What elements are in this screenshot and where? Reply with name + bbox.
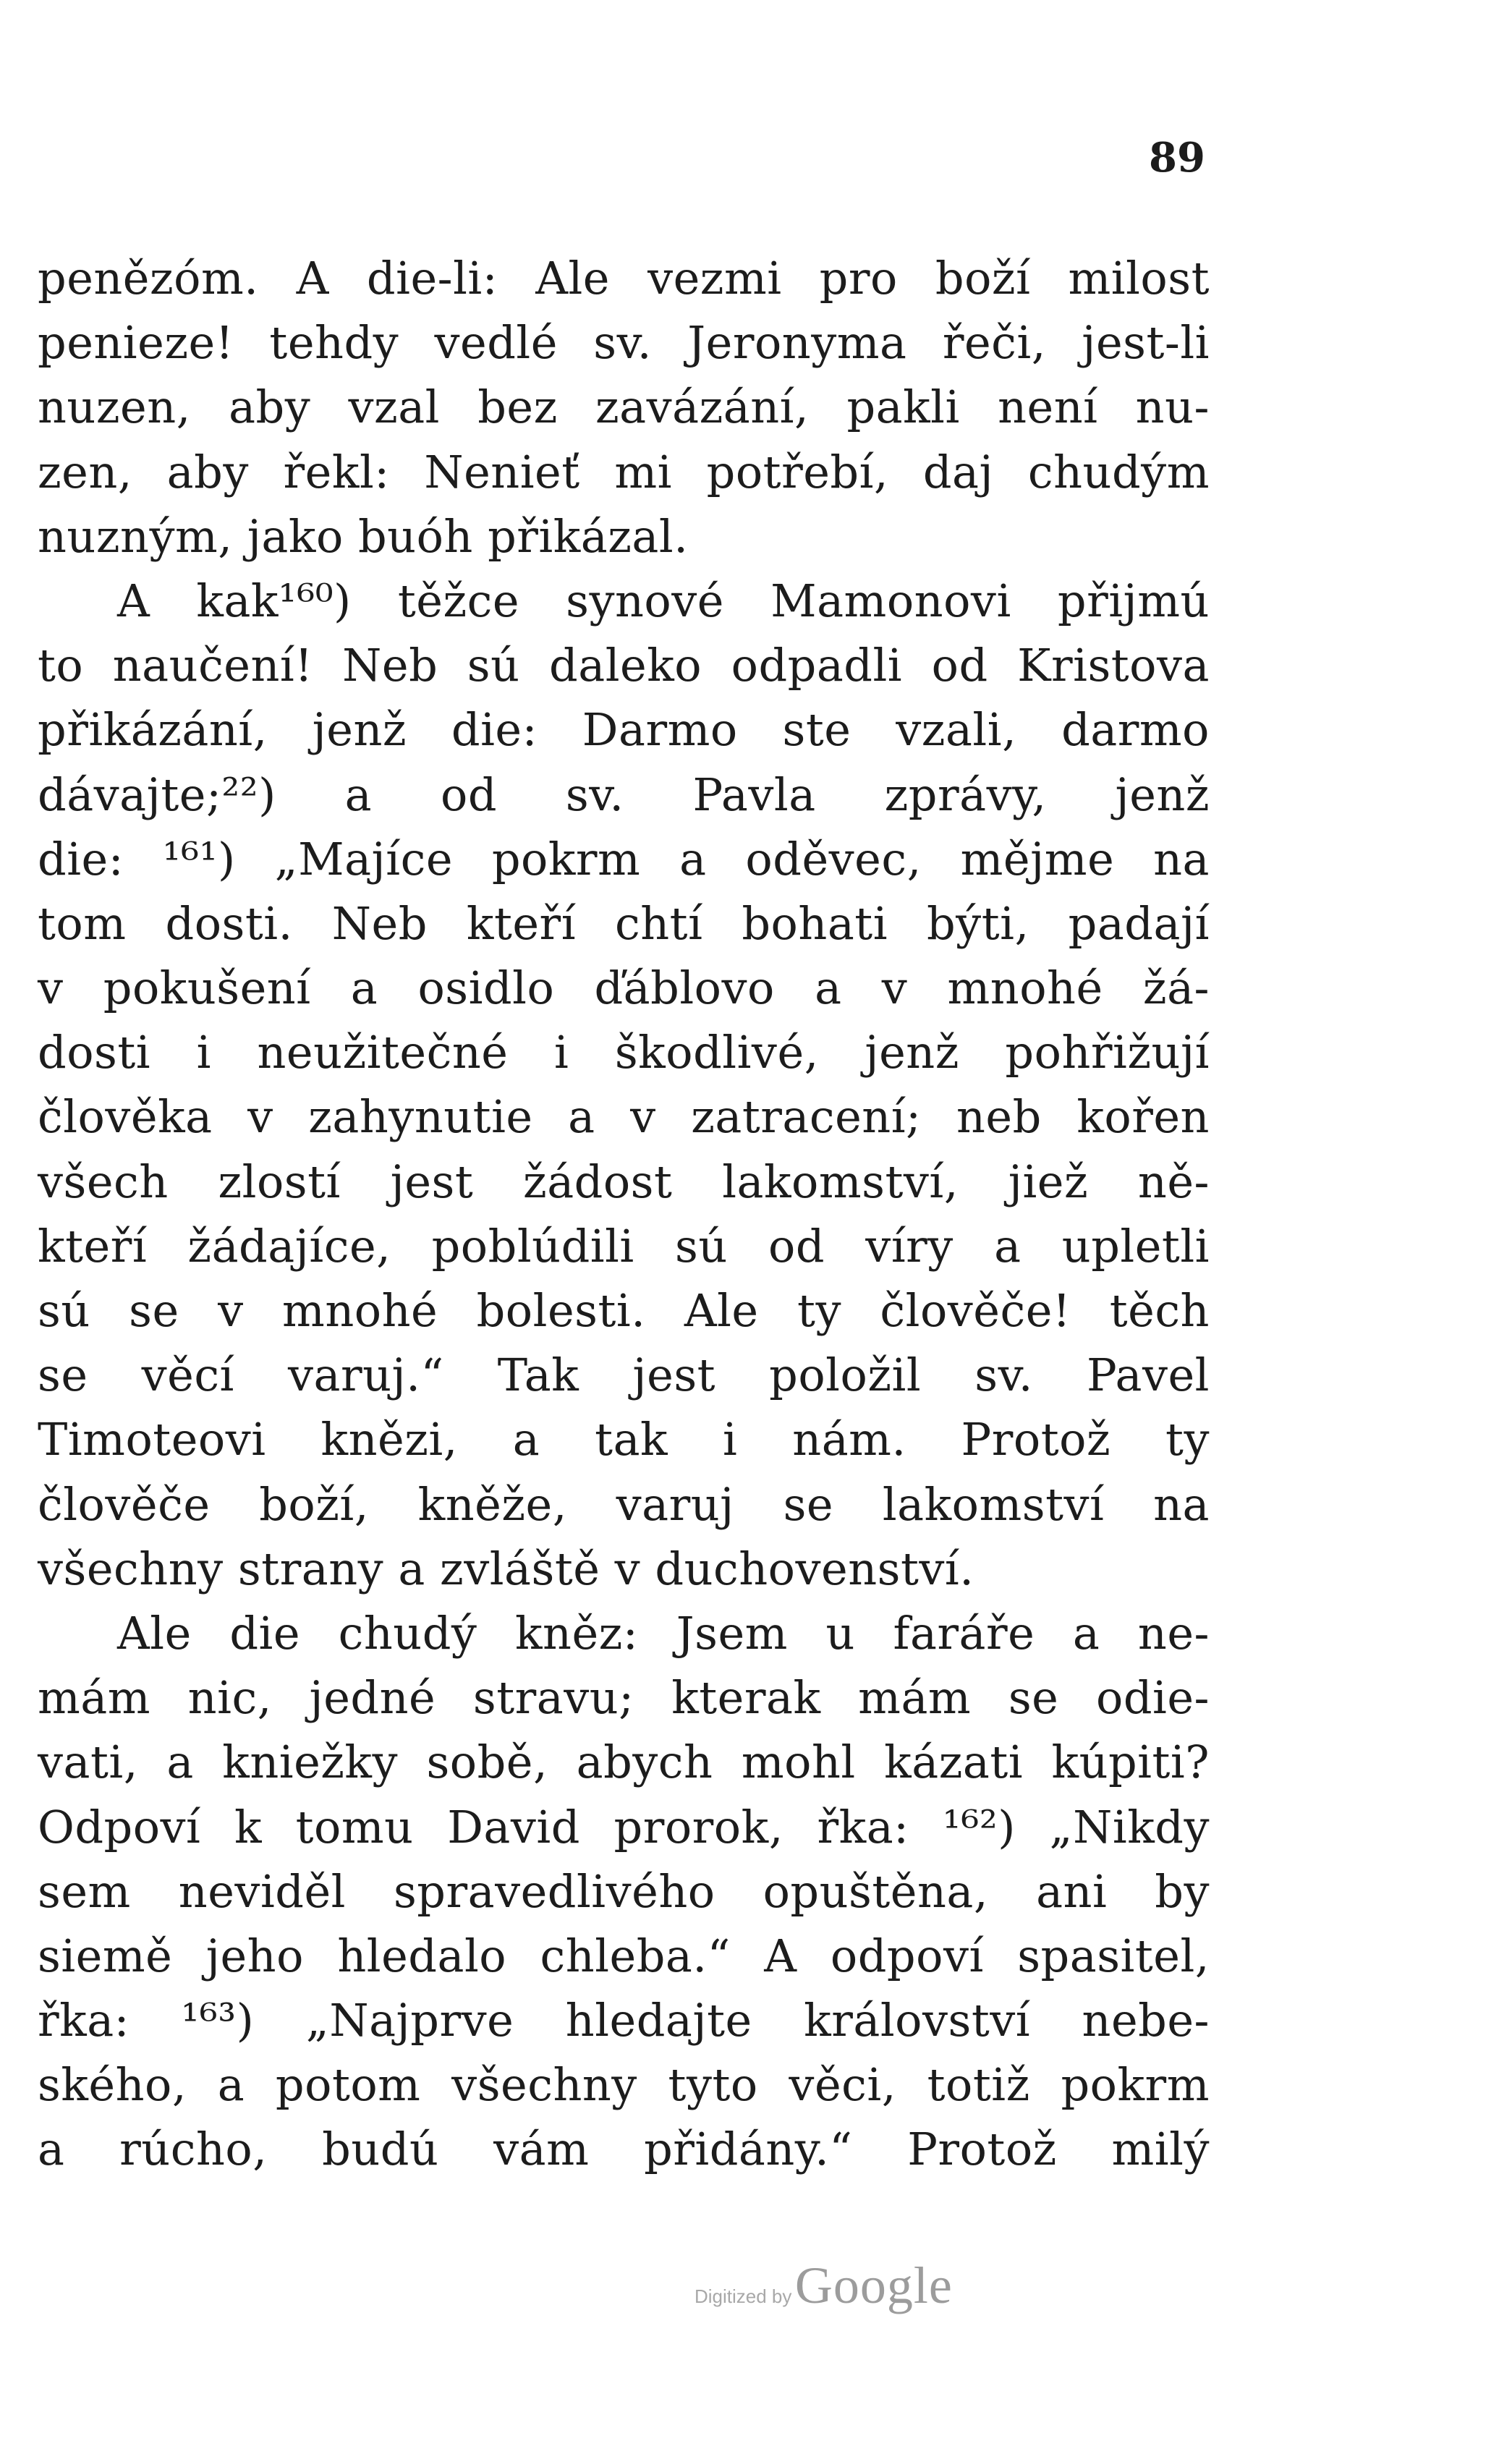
text-line: se věcí varuj.“ Tak jest položil sv. Pavel	[38, 1349, 1210, 1402]
page-number: 89	[1149, 134, 1205, 182]
text-line: to naučení! Neb sú daleko odpadli od Kristova	[38, 639, 1210, 692]
text-line: řka: ¹⁶³) „Najprve hledajte království nebe-	[38, 1994, 1210, 2047]
text-line: die: ¹⁶¹) „Majíce pokrm a oděvec, mějme na	[38, 832, 1210, 886]
text-line: všech zlostí jest žádost lakomství, jiež ně-	[38, 1155, 1210, 1208]
text-line: a rúcho, budú vám přidány.“ Protož milý	[38, 2123, 1210, 2176]
text-line: Timoteovi knězi, a tak i nám. Protož ty	[38, 1413, 1210, 1466]
text-line: všechny strany a zvláště v duchovenství.	[38, 1542, 974, 1595]
text-line: Odpoví k tomu David prorok, řka: ¹⁶²) „Nikdy	[38, 1800, 1210, 1854]
text-line: penieze! tehdy vedlé sv. Jeronyma řeči, jest-li	[38, 316, 1210, 370]
digitized-label: Digitized by	[695, 2285, 792, 2307]
text-line: penězóm. A die-li: Ale vezmi pro boží milost	[38, 252, 1210, 305]
text-line: A kak¹⁶⁰) těžce synové Mamonovi přijmú	[117, 574, 1210, 627]
text-line: Ale die chudý kněz: Jsem u faráře a ne-	[117, 1606, 1210, 1660]
text-line: ského, a potom všechny tyto věci, totiž pokrm	[38, 2058, 1210, 2112]
text-line: člověče boží, kněže, varuj se lakomství na	[38, 1477, 1210, 1531]
digitized-by-watermark	[695, 2256, 953, 2316]
text-line: nuzným, jako buóh přikázal.	[38, 509, 689, 563]
text-line: siemě jeho hledalo chleba.“ A odpoví spasitel,	[38, 1929, 1210, 1982]
body-text	[38, 246, 1210, 2182]
google-logo: Google	[794, 2256, 953, 2314]
text-line: sem neviděl spravedlivého opuštěna, ani by	[38, 1864, 1210, 1918]
text-line: člověka v zahynutie a v zatracení; neb kořen	[38, 1090, 1210, 1144]
text-line: kteří žádajíce, poblúdili sú od víry a upletli	[38, 1219, 1210, 1273]
text-line: dosti i neužitečné i škodlivé, jenž pohřižují	[38, 1026, 1210, 1079]
text-line: přikázání, jenž die: Darmo ste vzali, darmo	[38, 703, 1210, 757]
text-line: dávajte;²²) a od sv. Pavla zprávy, jenž	[38, 768, 1210, 821]
text-line: sú se v mnohé bolesti. Ale ty člověče! těch	[38, 1284, 1210, 1337]
text-line: tom dosti. Neb kteří chtí bohati býti, padají	[38, 896, 1210, 950]
text-line: v pokušení a osidlo ďáblovo a v mnohé žá-	[38, 961, 1210, 1015]
text-line: zen, aby řekl: Nenieť mi potřebí, daj chudým	[38, 445, 1210, 498]
text-line: mám nic, jedné stravu; kterak mám se odie-	[38, 1671, 1210, 1725]
text-line: nuzen, aby vzal bez zavázání, pakli není nu-	[38, 381, 1210, 434]
text-line: vati, a kniežky sobě, abych mohl kázati kúpiti?	[38, 1736, 1210, 1789]
